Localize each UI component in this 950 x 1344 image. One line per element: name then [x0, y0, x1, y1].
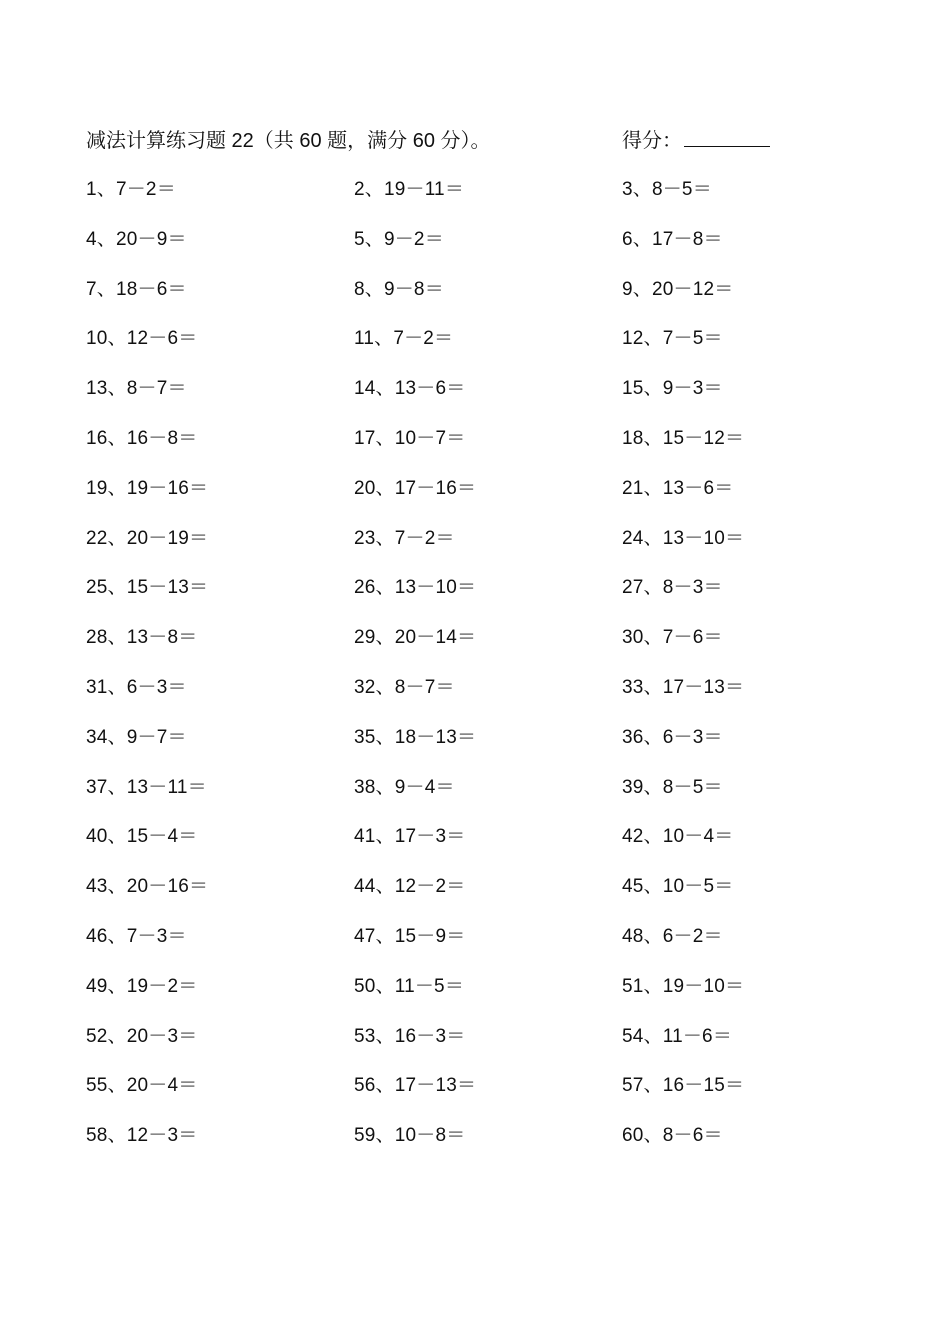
- problem-item: 39、8－5＝: [622, 776, 723, 798]
- worksheet-header: [86, 124, 806, 158]
- problem-item: 31、6－3＝: [86, 676, 187, 698]
- problem-item: 13、8－7＝: [86, 378, 187, 400]
- problem-item: 52、20－3＝: [86, 1025, 198, 1047]
- problem-item: 26、13－10＝: [354, 577, 477, 599]
- problem-item: 29、20－14＝: [354, 627, 477, 649]
- problem-item: 49、19－2＝: [86, 975, 198, 997]
- problem-item: 28、13－8＝: [86, 627, 198, 649]
- problem-item: 16、16－8＝: [86, 427, 198, 449]
- problem-item: 55、20－4＝: [86, 1075, 198, 1097]
- score-label: 得分：: [622, 130, 682, 152]
- problem-item: 15、9－3＝: [622, 378, 723, 400]
- score-blank-line: [684, 124, 770, 147]
- problem-item: 50、11－5＝: [354, 975, 465, 997]
- problem-item: 47、15－9＝: [354, 925, 466, 947]
- problem-item: 45、10－5＝: [622, 876, 734, 898]
- problem-item: 17、10－7＝: [354, 427, 466, 449]
- problem-item: 54、11－6＝: [622, 1025, 733, 1047]
- problem-item: 18、15－12＝: [622, 427, 745, 449]
- problem-item: 35、18－13＝: [354, 726, 477, 748]
- problem-item: 1、7－2＝: [86, 179, 176, 200]
- problem-item: 3、8－5＝: [622, 179, 712, 200]
- problem-item: 60、8－6＝: [622, 1125, 723, 1147]
- problem-item: 38、9－4＝: [354, 776, 455, 798]
- problem-item: 51、19－10＝: [622, 975, 745, 997]
- problem-item: 30、7－6＝: [622, 627, 723, 649]
- problem-item: 22、20－19＝: [86, 527, 209, 549]
- problem-item: 8、9－8＝: [354, 278, 444, 300]
- problem-item: 6、17－8＝: [622, 228, 723, 250]
- problem-item: 59、10－8＝: [354, 1125, 466, 1147]
- problem-item: 53、16－3＝: [354, 1025, 466, 1047]
- problem-item: 57、16－15＝: [622, 1075, 745, 1097]
- problem-item: 19、19－16＝: [86, 477, 209, 499]
- problem-item: 33、17－13＝: [622, 676, 745, 698]
- problem-item: 14、13－6＝: [354, 378, 466, 400]
- problem-item: 7、18－6＝: [86, 278, 187, 300]
- worksheet-title: 减法计算练习题 22（共 60 题，满分 60 分）。: [86, 130, 491, 152]
- problem-item: 25、15－13＝: [86, 577, 209, 599]
- problem-item: 46、7－3＝: [86, 925, 187, 947]
- problem-item: 44、12－2＝: [354, 876, 466, 898]
- problem-item: 9、20－12＝: [622, 278, 734, 300]
- problem-item: 41、17－3＝: [354, 826, 466, 848]
- problem-item: 10、12－6＝: [86, 328, 198, 350]
- problem-item: 48、6－2＝: [622, 925, 723, 947]
- problem-item: 23、7－2＝: [354, 527, 455, 549]
- problem-item: 4、20－9＝: [86, 228, 187, 250]
- problem-item: 40、15－4＝: [86, 826, 198, 848]
- problem-item: 11、7－2＝: [354, 328, 454, 350]
- problem-item: 43、20－16＝: [86, 876, 209, 898]
- problem-grid: [86, 174, 886, 1170]
- problem-item: 12、7－5＝: [622, 328, 723, 350]
- score-field: [622, 124, 770, 158]
- problem-item: 32、8－7＝: [354, 676, 455, 698]
- problem-item: 37、13－11＝: [86, 776, 207, 798]
- problem-item: 34、9－7＝: [86, 726, 187, 748]
- problem-item: 36、6－3＝: [622, 726, 723, 748]
- problem-item: 20、17－16＝: [354, 477, 477, 499]
- problem-item: 58、12－3＝: [86, 1125, 198, 1147]
- problem-item: 21、13－6＝: [622, 477, 734, 499]
- problem-item: 5、9－2＝: [354, 228, 444, 250]
- problem-item: 42、10－4＝: [622, 826, 734, 848]
- problem-item: 24、13－10＝: [622, 527, 745, 549]
- problem-item: 56、17－13＝: [354, 1075, 477, 1097]
- problem-item: 2、19－11＝: [354, 179, 465, 200]
- problem-item: 27、8－3＝: [622, 577, 723, 599]
